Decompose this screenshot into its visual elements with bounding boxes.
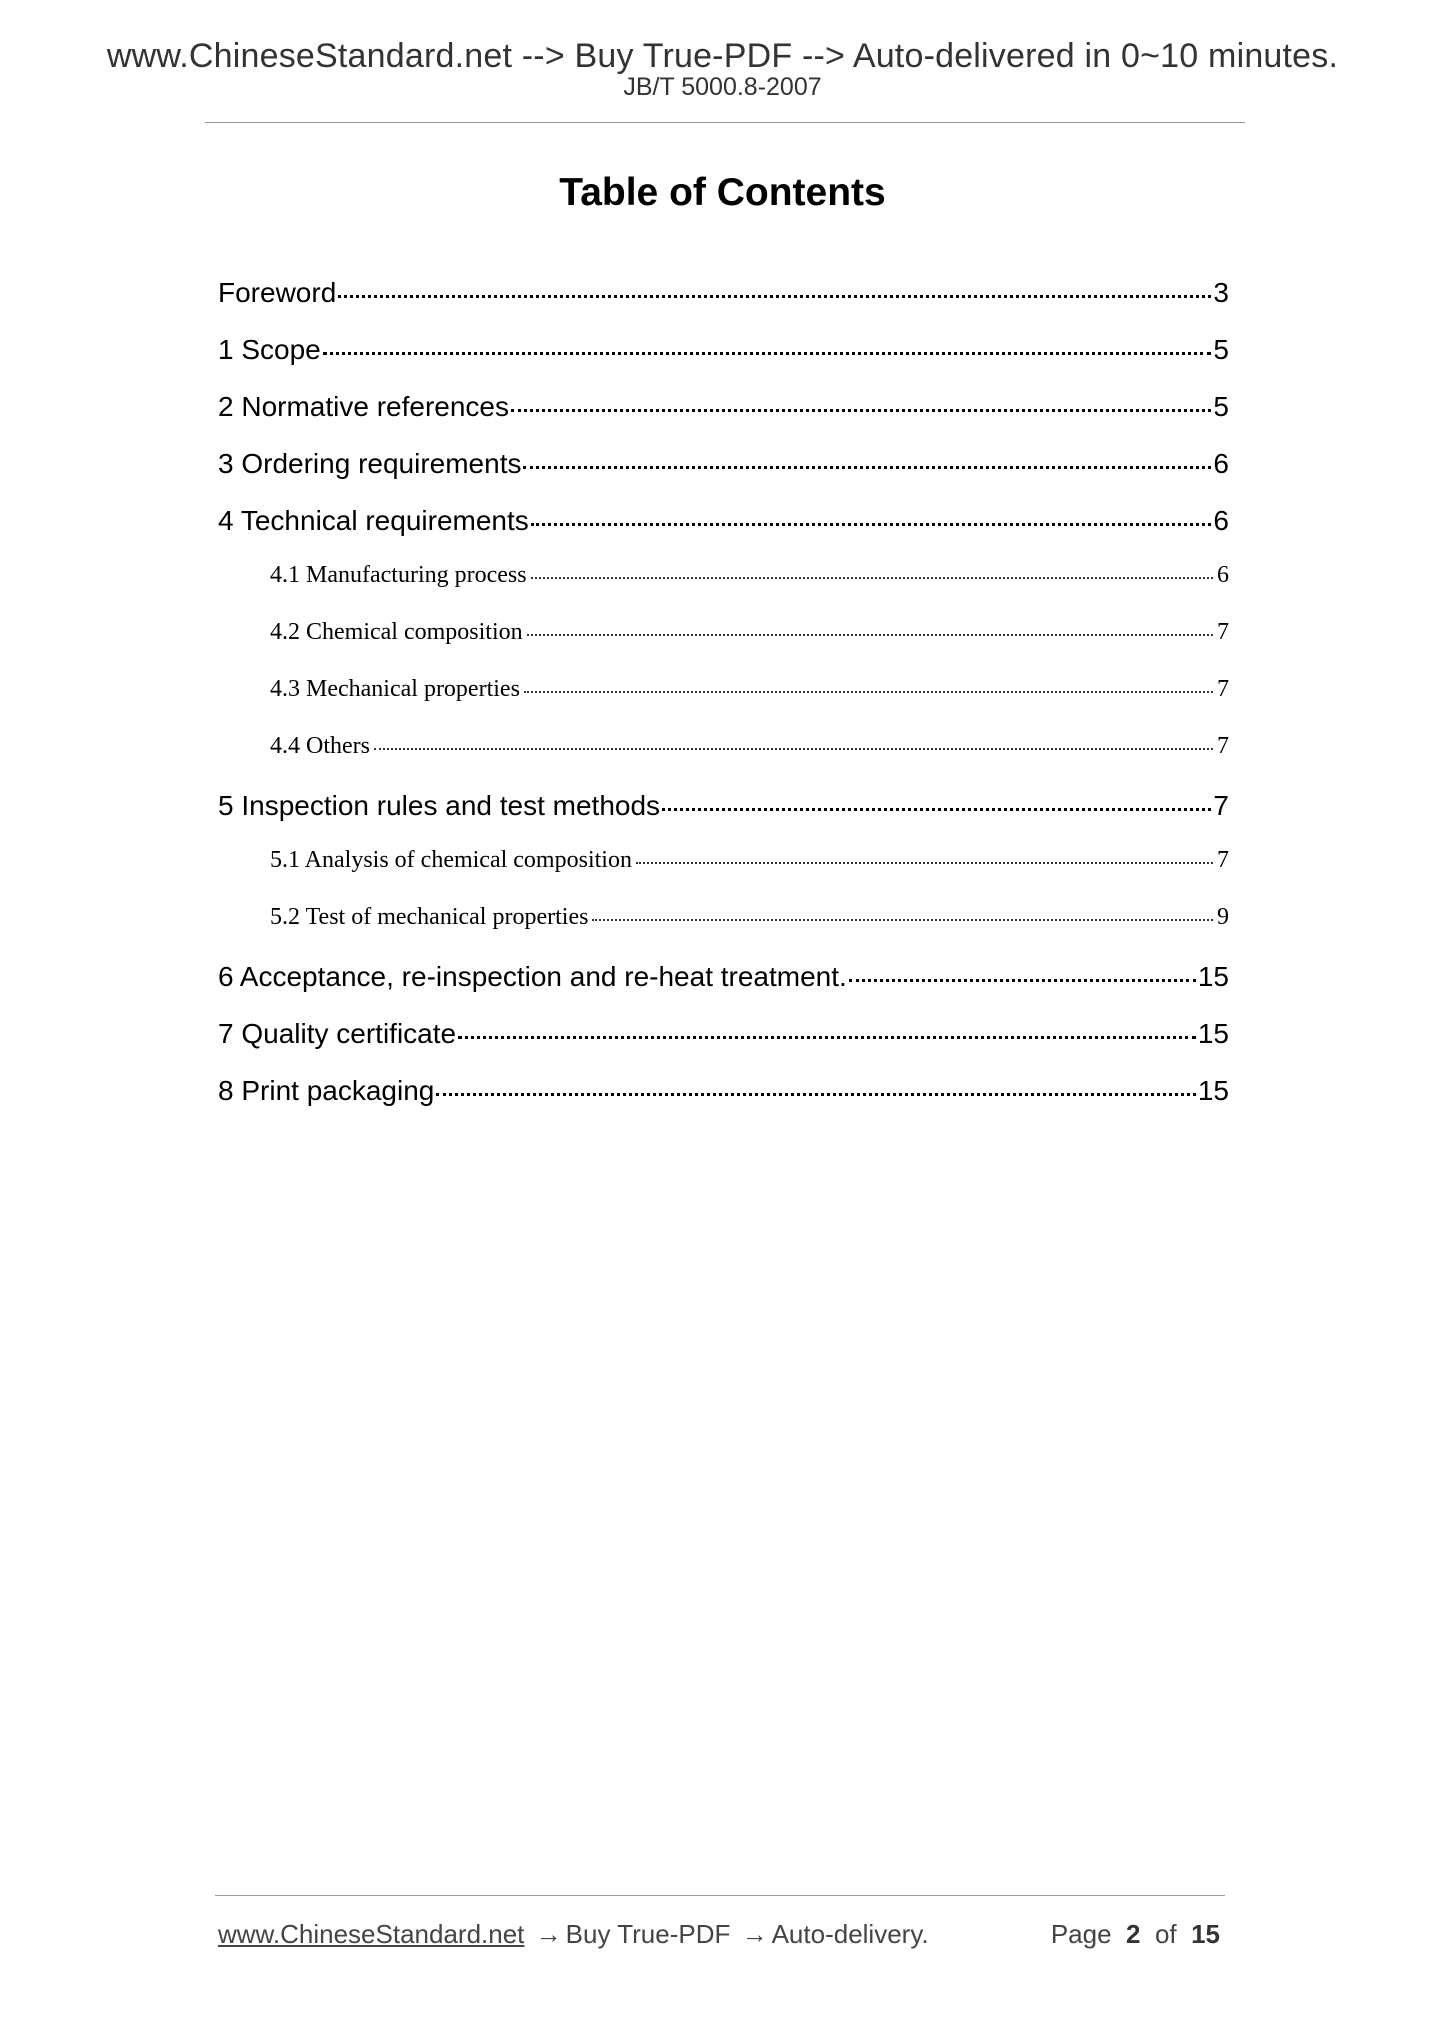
dot-leader	[527, 634, 1213, 636]
toc-entry-page-number: 5	[1213, 334, 1229, 365]
page-title: Table of Contents	[559, 171, 886, 214]
footer	[218, 1917, 1228, 1951]
toc-entry-label: 4.2 Chemical composition	[270, 619, 523, 645]
footer-buy-text: Buy True-PDF	[565, 1919, 731, 1949]
toc-entry[interactable]	[218, 562, 1229, 619]
toc-entry-label: 4.3 Mechanical properties	[270, 676, 520, 702]
toc-entry-page-number: 15	[1197, 961, 1229, 992]
toc-entry[interactable]	[218, 847, 1229, 904]
dot-leader	[524, 691, 1213, 693]
dot-leader	[511, 409, 1211, 412]
dot-leader	[592, 919, 1213, 921]
dot-leader	[662, 808, 1211, 811]
toc-entry[interactable]	[218, 961, 1229, 1018]
header-divider	[205, 122, 1245, 123]
toc-entry[interactable]	[218, 448, 1229, 505]
arrow-right-icon: →	[535, 1919, 562, 1949]
toc-entry-page-number: 6	[1213, 505, 1229, 536]
toc-entry-page-number: 6	[1213, 448, 1229, 479]
toc-entry-label: 5.2 Test of mechanical properties	[270, 904, 589, 930]
dot-leader	[338, 295, 1211, 298]
toc-entry-label: 4.1 Manufacturing process	[270, 562, 527, 588]
dot-leader	[323, 352, 1212, 355]
dot-leader	[531, 523, 1212, 526]
toc-entry-label: 6 Acceptance, re-inspection and re-heat treatment.	[218, 961, 847, 992]
current-page-number: 2	[1126, 1919, 1141, 1949]
dot-leader	[458, 1036, 1196, 1039]
dot-leader	[436, 1093, 1195, 1096]
toc-entry-label: 5.1 Analysis of chemical composition	[270, 847, 632, 873]
toc-entry[interactable]	[218, 505, 1229, 562]
toc-entry[interactable]	[218, 619, 1229, 676]
toc-entry-page-number: 7	[1213, 790, 1229, 821]
toc-entry-label: 8 Print packaging	[218, 1075, 435, 1106]
dot-leader	[523, 466, 1211, 469]
arrow-right-icon: →	[741, 1919, 768, 1949]
toc-entry[interactable]	[218, 733, 1229, 790]
toc-entry-page-number: 6	[1217, 562, 1229, 588]
toc-entry-label: 7 Quality certificate	[218, 1018, 457, 1049]
toc-entry-page-number: 15	[1197, 1018, 1229, 1049]
toc-entry[interactable]	[218, 391, 1229, 448]
toc-entry-page-number: 7	[1217, 676, 1229, 702]
toc-entry-page-number: 7	[1217, 847, 1229, 873]
top-banner: www.ChineseStandard.net --> Buy True-PDF --> Auto-delivered in 0~10 minutes.	[106, 37, 1339, 75]
of-word: of	[1154, 1919, 1177, 1949]
footer-site-link[interactable]: www.ChineseStandard.net	[218, 1919, 525, 1949]
toc-entry[interactable]	[218, 904, 1229, 961]
toc-entry-page-number: 3	[1213, 277, 1229, 308]
standard-code: JB/T 5000.8-2007	[623, 73, 822, 101]
toc-entry-page-number: 9	[1217, 904, 1229, 930]
toc-entry-label: 1 Scope	[218, 334, 321, 365]
toc-entry[interactable]	[218, 790, 1229, 847]
footer-delivery-text: Auto-delivery.	[771, 1919, 929, 1949]
total-pages-number: 15	[1191, 1919, 1220, 1949]
toc-entry[interactable]	[218, 1018, 1229, 1075]
page-word: Page	[1050, 1919, 1112, 1949]
dot-leader	[636, 862, 1213, 864]
dot-leader	[374, 748, 1213, 750]
toc-entry-label: Foreword	[218, 277, 337, 308]
toc-entry[interactable]	[218, 1075, 1229, 1132]
toc-entry-label: 4.4 Others	[270, 733, 370, 759]
toc-entry-page-number: 5	[1213, 391, 1229, 422]
footer-divider	[215, 1895, 1225, 1896]
toc-entry-page-number: 7	[1217, 733, 1229, 759]
toc-entry-label: 2 Normative references	[218, 391, 510, 422]
toc-entry[interactable]	[218, 334, 1229, 391]
dot-leader	[531, 577, 1213, 579]
toc-entry-label: 5 Inspection rules and test methods	[218, 790, 661, 821]
toc-entry[interactable]	[218, 676, 1229, 733]
page-indicator	[1051, 1917, 1220, 1951]
toc-entry-label: 4 Technical requirements	[218, 505, 529, 536]
toc-entry[interactable]	[218, 277, 1229, 334]
dot-leader	[849, 979, 1196, 982]
toc-entry-page-number: 15	[1197, 1075, 1229, 1106]
table-of-contents	[218, 277, 1229, 1132]
toc-entry-label: 3 Ordering requirements	[218, 448, 522, 479]
toc-entry-page-number: 7	[1217, 619, 1229, 645]
